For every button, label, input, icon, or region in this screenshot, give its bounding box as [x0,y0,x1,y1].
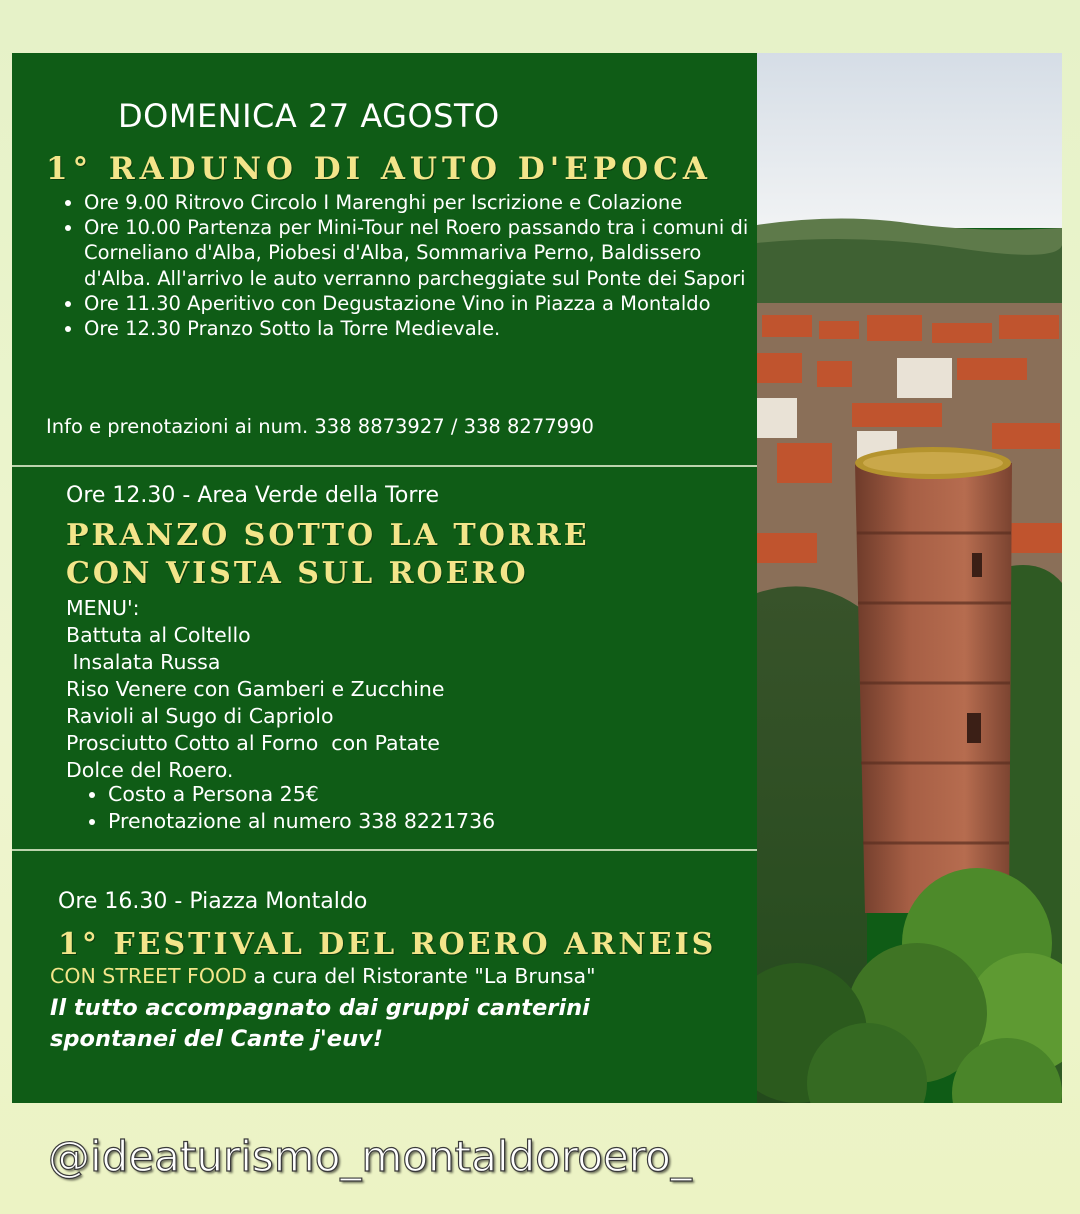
menu-label: MENU': [66,596,140,620]
closing-line: spontanei del Cante j'euv! [50,1026,384,1052]
lunch-title-line1: PRANZO SOTTO LA TORRE [66,518,590,553]
menu-item: Dolce del Roero. [66,758,234,782]
list-item: • Prenotazione al numero 338 8221736 [108,808,495,835]
section-festival [12,53,757,1103]
closing-line: Il tutto accompagnato dai gruppi canterini [50,995,590,1021]
list-item: • Ore 9.00 Ritrovo Circolo I Marenghi per Iscrizione e Colazione [84,190,774,215]
rally-title: 1° RADUNO DI AUTO D'EPOCA [46,151,712,187]
event-poster [12,53,1062,1103]
list-item: • Ore 11.30 Aperitivo con Degustazione Vino in Piazza a Montaldo [84,291,774,316]
street-food-line [50,964,596,988]
menu-item: Ravioli al Sugo di Capriolo [66,704,334,728]
street-food-highlight: CON STREET FOOD [50,964,247,988]
list-item: • Costo a Persona 25€ [108,781,495,808]
menu-item: Insalata Russa [66,650,221,674]
festival-time-place: Ore 16.30 - Piazza Montaldo [58,889,368,914]
menu-item: Battuta al Coltello [66,623,251,647]
tower-photo [757,53,1062,1103]
rally-info-phone: Info e prenotazioni ai num. 338 8873927 / 338 8277990 [46,415,594,438]
menu-item: Riso Venere con Gamberi e Zucchine [66,677,445,701]
festival-closing [50,993,590,1055]
lunch-time-place: Ore 12.30 - Area Verde della Torre [66,483,440,508]
street-food-rest: a cura del Ristorante "La Brunsa" [246,964,596,988]
event-date: DOMENICA 27 AGOSTO [118,97,500,135]
list-item: • Ore 10.00 Partenza per Mini-Tour nel Roero passando tra i comuni di Corneliano d'Alba, Piobesi d'Alba, Sommariva Perno, Baldissero d'Alba. All'arrivo le auto verranno parcheggiate sul Ponte dei Sapori [84,215,774,291]
festival-title: 1° FESTIVAL DEL ROERO ARNEIS [58,927,717,962]
list-item: • Ore 12.30 Pranzo Sotto la Torre Medievale. [84,316,774,341]
lunch-title-line2: CON VISTA SUL ROERO [66,556,529,591]
instagram-handle: @ideaturismo_montaldoroero_ [48,1132,692,1181]
menu-item: Prosciutto Cotto al Forno con Patate [66,731,440,755]
